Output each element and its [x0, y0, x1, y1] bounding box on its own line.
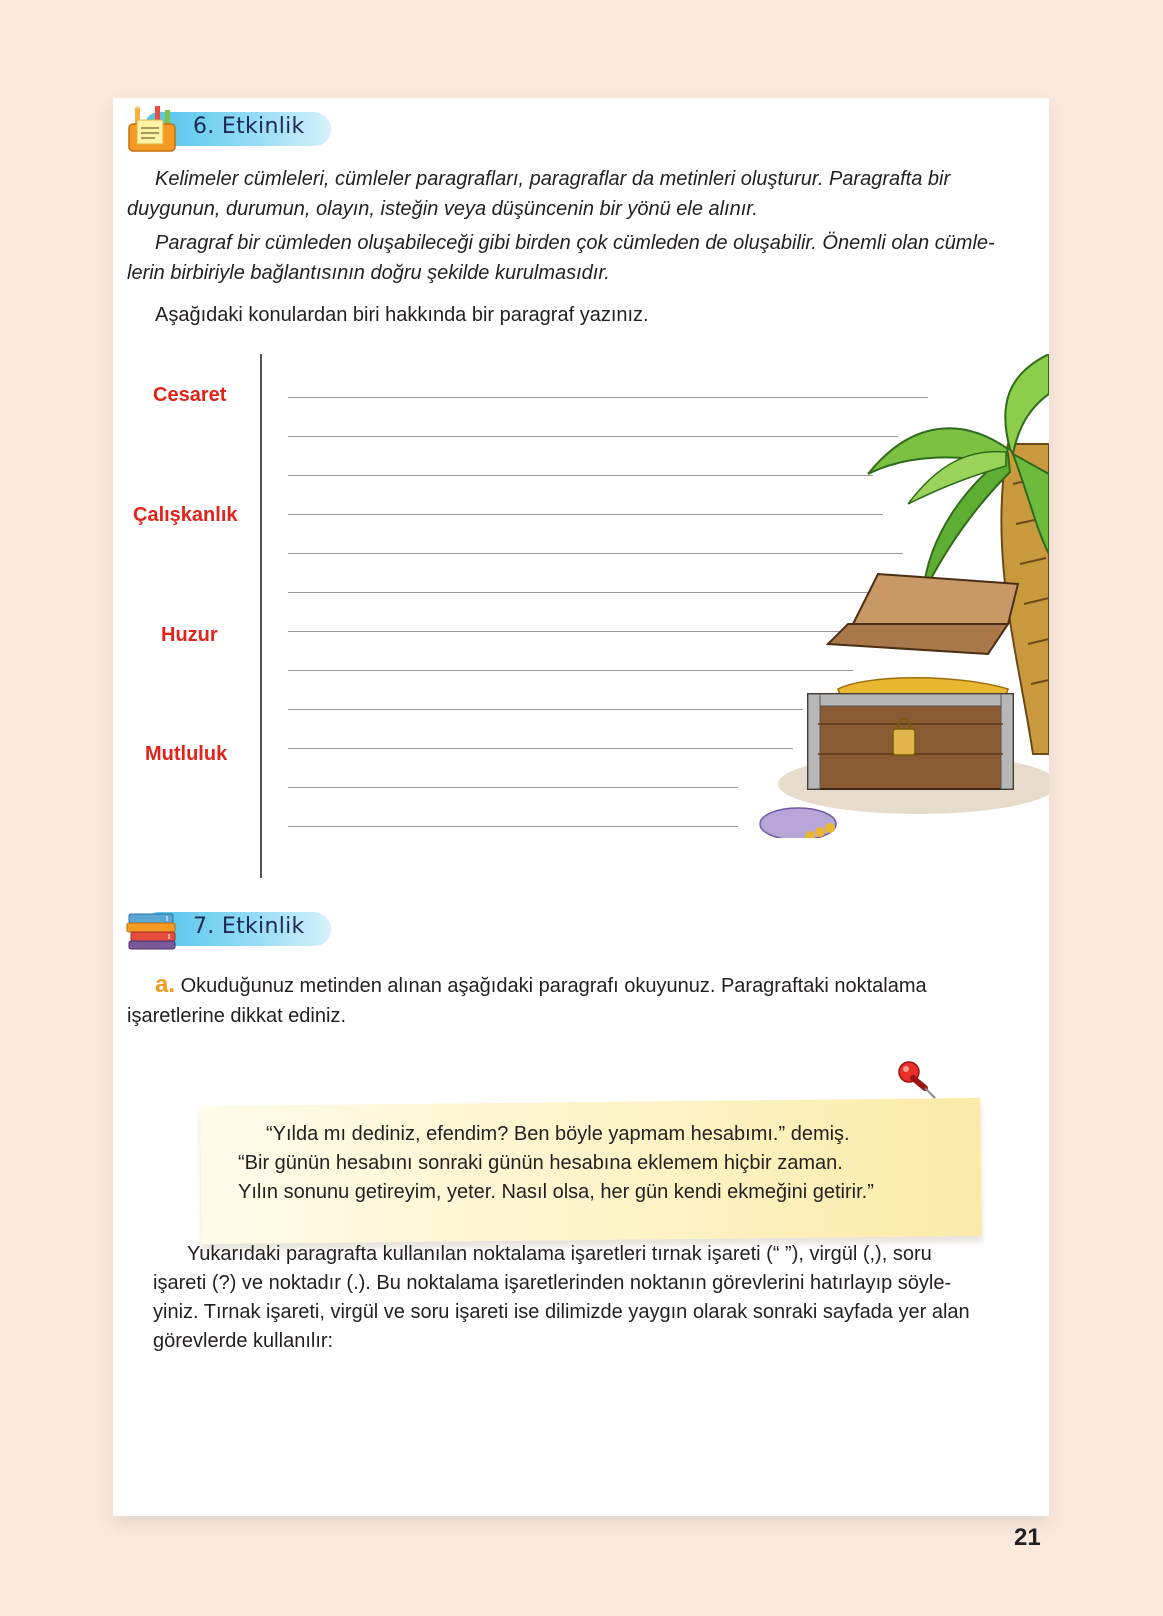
intro-paragraph-1: [127, 164, 1027, 224]
explanation-line-3: yiniz. Tırnak işareti, virgül ve soru işareti ise dilimizde yaygın olarak sonraki sayfada yer alan: [153, 1301, 970, 1323]
activity-6-instruction: Aşağıdaki konulardan biri hakkında bir paragraf yazınız.: [155, 304, 649, 326]
writing-line[interactable]: [288, 826, 738, 827]
intro-p2-line-2: lerin birbiriyle bağlantısının doğru şekilde kurulmasıdır.: [127, 262, 610, 284]
topic-cesaret: Cesaret: [153, 384, 227, 406]
instruction-line-2: işaretlerine dikkat ediniz.: [127, 1005, 346, 1027]
topic-huzur: Huzur: [161, 624, 218, 646]
explanation-line-1: Yukarıdaki paragrafta kullanılan noktalama işaretleri tırnak işareti (“ ”), virgül (,), soru: [187, 1243, 932, 1265]
writing-line[interactable]: [288, 748, 793, 749]
intro-paragraph-2: [127, 228, 1037, 288]
treasure-chest-illustration: [760, 574, 1049, 838]
activity-7-header: [125, 906, 345, 952]
topic-mutluluk: Mutluluk: [145, 743, 228, 765]
pencil-cup-icon: [125, 106, 185, 152]
explanation-line-2: işareti (?) ve noktadır (.). Bu noktalama işaretlerinden noktanın görevlerini hatırlayıp söyle-: [153, 1272, 952, 1294]
intro-p1-line-2: duygunun, durumun, olayın, isteğin veya düşüncenin bir yönü ele alınır.: [127, 198, 758, 220]
page-number: 21: [1014, 1524, 1041, 1551]
intro-p1-line-1: Kelimeler cümleleri, cümleler paragrafları, paragraflar da metinleri oluşturur. Paragrafta bir: [155, 168, 951, 190]
topic-caliskanlik: Çalışkanlık: [133, 504, 238, 526]
explanation-paragraph: [153, 1240, 1033, 1356]
instruction-line-1: Okuduğunuz metinden alınan aşağıdaki paragrafı okuyunuz. Paragraftaki noktalama: [180, 975, 927, 997]
red-pushpin-icon: [893, 1058, 943, 1108]
writing-line[interactable]: [288, 787, 738, 788]
quote-text: [238, 1120, 938, 1207]
books-stack-icon: [125, 906, 185, 952]
quote-line-1: “Yılda mı dediniz, efendim? Ben böyle yapmam hesabımı.” demiş.: [266, 1123, 850, 1145]
label-a: a.: [155, 971, 176, 998]
activity-7-instruction: [127, 970, 1027, 1031]
writing-line[interactable]: [288, 709, 803, 710]
activity-6-title: 6. Etkinlik: [193, 114, 305, 139]
activity-7-title: 7. Etkinlik: [193, 914, 305, 939]
activity-6-header: [125, 106, 345, 152]
vertical-divider: [260, 354, 262, 878]
quote-line-2: “Bir günün hesabını sonraki günün hesabına eklemem hiçbir zaman.: [238, 1152, 843, 1174]
explanation-line-4: görevlerde kullanılır:: [153, 1330, 334, 1352]
intro-p2-line-1: Paragraf bir cümleden oluşabileceği gibi birden çok cümleden de oluşabilir. Önemli olan cümle-: [155, 232, 995, 254]
palm-tree-treasure-illustration: [758, 354, 1049, 838]
workbook-page: [113, 98, 1049, 1516]
quote-line-3: Yılın sonunu getireyim, yeter. Nasıl olsa, her gün kendi ekmeğini getirir.”: [238, 1181, 874, 1203]
